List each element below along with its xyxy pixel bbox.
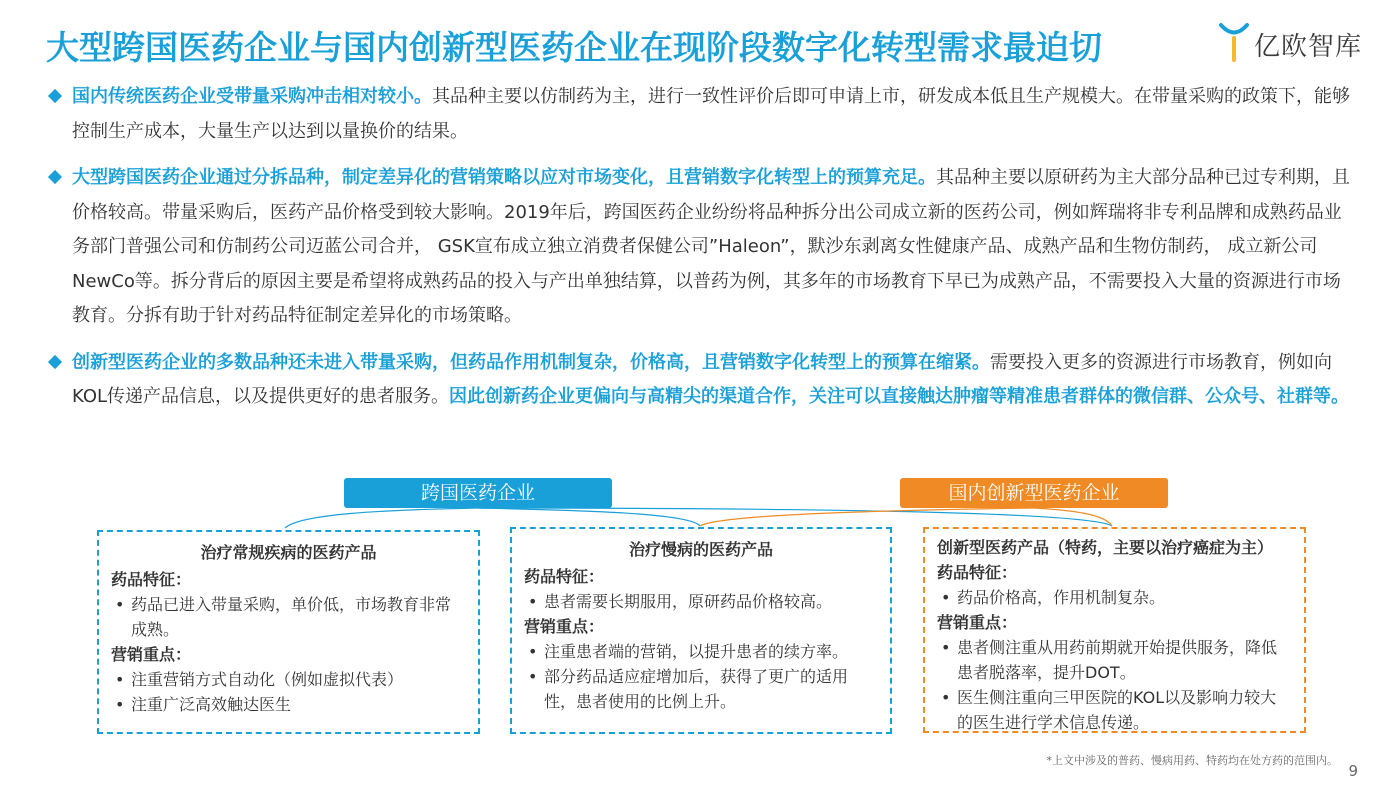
page-title: 大型跨国医药企业与国内创新型医药企业在现阶段数字化转型需求最迫切	[46, 28, 1102, 67]
box-title: 治疗慢病的医药产品	[628, 540, 773, 559]
bullet-highlight: 大型跨国医药企业通过分拆品种，制定差异化的营销策略以应对市场变化，且营销数字化转型上的预算充足。	[72, 167, 936, 188]
bullet-highlight: 创新型医药企业的多数品种还未进入带量采购，但药品作用机制复杂，价格高，且营销数字化转型上的预算在缩紧。	[72, 351, 990, 373]
box-title: 创新型医药产品（特药，主要以治疗癌症为主）	[937, 538, 1274, 557]
list-item: • 药品价格高，作用机制复杂。	[937, 585, 1292, 610]
list-item: • 注重营销方式自动化（例如虚拟代表）	[111, 667, 466, 692]
footnote: *上文中涉及的普药、慢病用药、特药均在处方药的范围内。	[1046, 754, 1338, 767]
marketing-label: 营销重点：	[937, 613, 1018, 632]
logo	[1218, 20, 1368, 66]
bullet-item	[46, 346, 1356, 415]
list-item: • 注重患者端的营销，以提升患者的续方率。	[524, 639, 878, 664]
list-item: • 部分药品适应症增加后，获得了更广的适用性，患者使用的比例上升。	[524, 664, 878, 714]
diamond-bullet-icon	[48, 170, 62, 184]
list-item: • 患者侧注重从用药前期就开始提供服务，降低患者脱落率，提升DOT。	[937, 635, 1292, 685]
bullet-item	[46, 161, 1356, 334]
bullet-text: 其品种主要以仿制药为主，进行一致性评价后即可申请上市，研发成本低且生产规模大。在带量采购的政策下，能够控制生产成本，大量生产以达到以量换价的结果。	[72, 86, 1350, 142]
feature-label: 药品特征：	[937, 563, 1018, 582]
product-box-chronic	[510, 527, 892, 734]
box-title: 治疗常规疾病的医药产品	[200, 543, 377, 562]
bullet-text: 需要投入更多的资源进行市场教育，例如向KOL传递产品信息，以及提供更好的患者服务。	[72, 351, 1332, 407]
feature-label: 药品特征：	[111, 570, 192, 589]
product-box-regular	[97, 530, 480, 734]
list-item: • 医生侧注重向三甲医院的KOL以及影响力较大的医生进行学术信息传递。	[937, 685, 1292, 735]
list-item: • 患者需要长期服用，原研药品价格较高。	[524, 589, 878, 614]
marketing-label: 营销重点：	[524, 617, 605, 636]
list-item: • 注重广泛高效触达医生	[111, 692, 466, 717]
diamond-bullet-icon	[48, 354, 62, 368]
product-box-innovative	[923, 527, 1306, 733]
diamond-bullet-icon	[48, 89, 62, 103]
tag-multinational: 跨国医药企业	[344, 478, 612, 508]
logo-mark-icon	[1218, 22, 1250, 62]
bullet-text: 其品种主要以原研药为主大部分品种已过专利期，且价格较高。带量采购后，医药产品价格受到较大影响。2019年后，跨国医药企业纷纷将品种拆分出公司成立新的医药公司，例如辉瑞将非专利品牌和成熟药品业务部门普强公司和仿制药公司迈蓝公司合并， GSK宣布成立独立消费者保健公司”Haleon”，默沙东剥离女性健康产品、成熟产品和生物仿制药， 成立新公司NewCo等。拆分背后的原因主要是希望将成熟药品的投入与产出单独结算，以普药为例，其多年的市场教育下早已为成熟产品，不需要投入大量的资源进行市场教育。分拆有助于针对药品特征制定差异化的市场策略。	[72, 167, 1350, 326]
tag-domestic-innovative: 国内创新型医药企业	[900, 478, 1168, 508]
logo-text: 亿欧智库	[1254, 32, 1363, 62]
bullet-list	[46, 80, 1356, 427]
feature-label: 药品特征：	[524, 567, 605, 586]
page-number: 9	[1348, 762, 1358, 780]
list-item: • 药品已进入带量采购，单价低，市场教育非常成熟。	[111, 592, 466, 642]
bullet-highlight: 国内传统医药企业受带量采购冲击相对较小。	[72, 86, 432, 107]
bullet-item	[46, 80, 1356, 149]
bullet-highlight-2: 因此创新药企业更偏向与高精尖的渠道合作，关注可以直接触达肿瘤等精准患者群体的微信群、公众号、社群等。	[449, 386, 1350, 407]
marketing-label: 营销重点：	[111, 645, 192, 664]
